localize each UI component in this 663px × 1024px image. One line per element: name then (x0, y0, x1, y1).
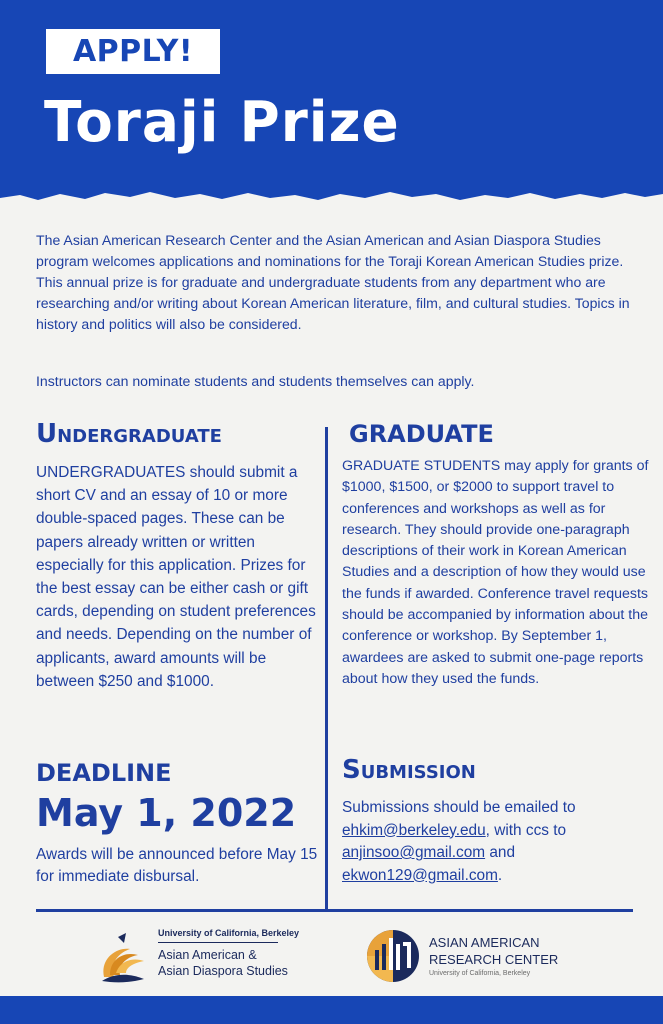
torn-paper-edge (0, 178, 663, 218)
page-title: Toraji Prize (44, 90, 400, 155)
deadline-date: May 1, 2022 (36, 791, 297, 835)
aaads-line1: Asian American & (158, 948, 257, 962)
aaads-university: University of California, Berkeley (158, 928, 300, 938)
aaads-rule (158, 942, 278, 943)
email-link-ekwon[interactable]: ekwon129@gmail.com (342, 866, 498, 884)
graduate-heading: GRADUATE (349, 420, 494, 448)
undergraduate-body: UNDERGRADUATES should submit a short CV and an essay of 10 or more double-spaced pages. These can be papers already written or written especially for this application. Prizes for the best essay can be either cash or gift cards, depending on student preferences and needs. Depending on the number of applicants, award amounts will be between $250 and $1000. (36, 464, 316, 690)
aarc-name-line2: RESEARCH CENTER (429, 952, 559, 967)
deadline-heading: DEADLINE (36, 759, 172, 787)
aarc-logo (365, 928, 595, 988)
submission-lead: Submissions should be emailed to (342, 799, 576, 816)
aaads-emblem-icon (96, 929, 148, 985)
deadline-note: Awards will be announced before May 15 for immediate disbursal. (36, 846, 318, 885)
column-divider (325, 427, 328, 909)
aaads-program-name (158, 947, 288, 979)
footer-divider (36, 909, 633, 912)
footer-bar (0, 996, 663, 1024)
submission-heading: Submission (342, 755, 476, 785)
nomination-note: Instructors can nominate students and students themselves can apply. (36, 373, 475, 389)
aarc-emblem-icon (365, 928, 421, 984)
aaads-line2: Asian Diaspora Studies (158, 964, 288, 978)
aarc-university: University of California, Berkeley (429, 970, 531, 977)
submission-end: . (497, 866, 503, 884)
submission-body (342, 797, 642, 887)
submission-connector: , with ccs to (485, 821, 567, 839)
graduate-body: GRADUATE STUDENTS may apply for grants of $1000, $1500, or $2000 to support travel to conferences and workshops as well as for research. They should provide one-paragraph descriptions of their work in Korean American Studies and a description of how they would use the funds if awarded. Conference travel requests should be accompanied by information about the conference or workshop. By September 1, awardees are asked to submit one-page reports about how they used the funds. (342, 458, 649, 687)
intro-paragraph: The Asian American Research Center and the Asian American and Asian Diaspora Studies program welcomes applications and nominations for the Toraji Korean American Studies prize. This annual prize is for graduate and undergraduate students from any department who are researching and/or writing about Korean American literature, film, and cultural studies. Topics in history and politics will also be considered. (36, 232, 630, 332)
aaads-logo (96, 925, 316, 987)
undergraduate-heading: Undergraduate (36, 419, 222, 449)
apply-badge: APPLY! (46, 29, 220, 74)
email-link-ehkim[interactable]: ehkim@berkeley.edu (342, 821, 486, 839)
aarc-name-line1: ASIAN AMERICAN (429, 935, 540, 950)
email-link-anjinsoo[interactable]: anjinsoo@gmail.com (342, 844, 486, 861)
submission-and: and (485, 844, 516, 861)
